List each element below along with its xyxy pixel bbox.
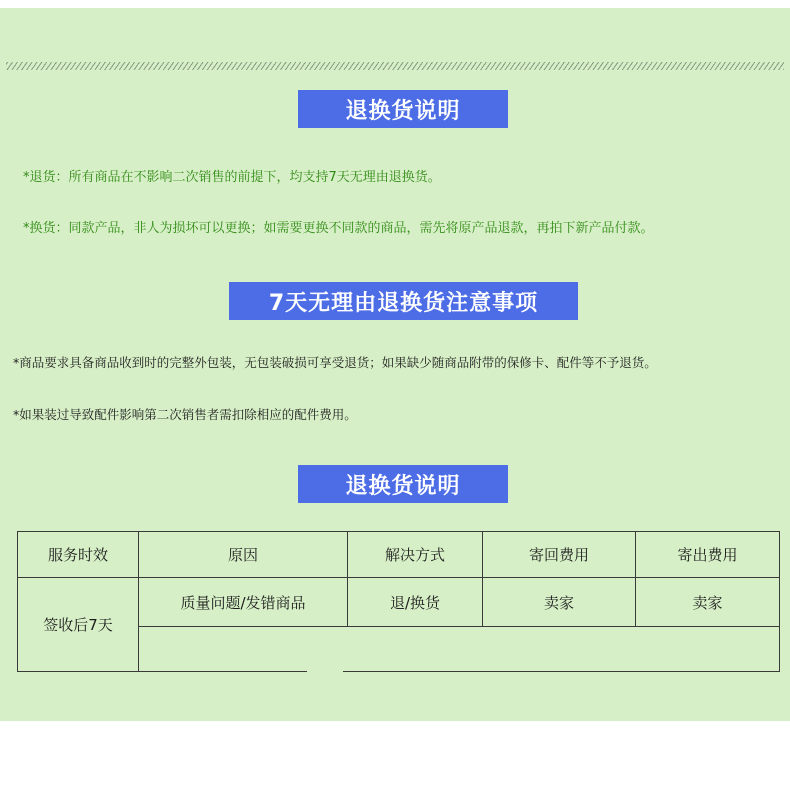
packaging-note-line: *商品要求具备商品收到时的完整外包装，无包装破损可享受退货；如果缺少随商品附带的保修卡、配件等不予退货。 — [13, 355, 657, 370]
service-period-value: 签收后7天 — [43, 616, 113, 634]
exchange-policy-line: *换货：同款产品，非人为损坏可以更换；如需要更换不同款的商品，需先将原产品退款，再拍下新产品付款。 — [23, 221, 654, 236]
outbound-shipping-value: 卖家 — [692, 593, 723, 612]
header-return-shipping: 寄回费用 — [528, 546, 589, 564]
hatched-divider — [6, 62, 784, 70]
table-border — [779, 531, 780, 672]
table-border — [17, 671, 307, 672]
header-reason: 原因 — [227, 546, 258, 564]
table-heading: 退换货说明 — [298, 465, 508, 503]
return-policy-line: *退货：所有商品在不影响二次销售的前提下，均支持7天无理由退换货。 — [23, 170, 441, 185]
header-solution: 解决方式 — [384, 546, 445, 564]
accessory-note-line: *如果装过导致配件影响第二次销售者需扣除相应的配件费用。 — [13, 407, 357, 422]
header-outbound-shipping: 寄出费用 — [677, 546, 738, 564]
table-border — [343, 671, 780, 672]
notes-heading: 7天无理由退换货注意事项 — [229, 282, 578, 320]
header-service-period: 服务时效 — [47, 546, 108, 564]
return-shipping-value: 卖家 — [543, 593, 574, 612]
table-border — [138, 626, 780, 627]
reason-value: 质量问题/发错商品 — [180, 593, 306, 612]
solution-value: 退/换货 — [389, 593, 441, 612]
return-policy-heading: 退换货说明 — [298, 90, 508, 128]
return-policy-table — [17, 531, 780, 672]
